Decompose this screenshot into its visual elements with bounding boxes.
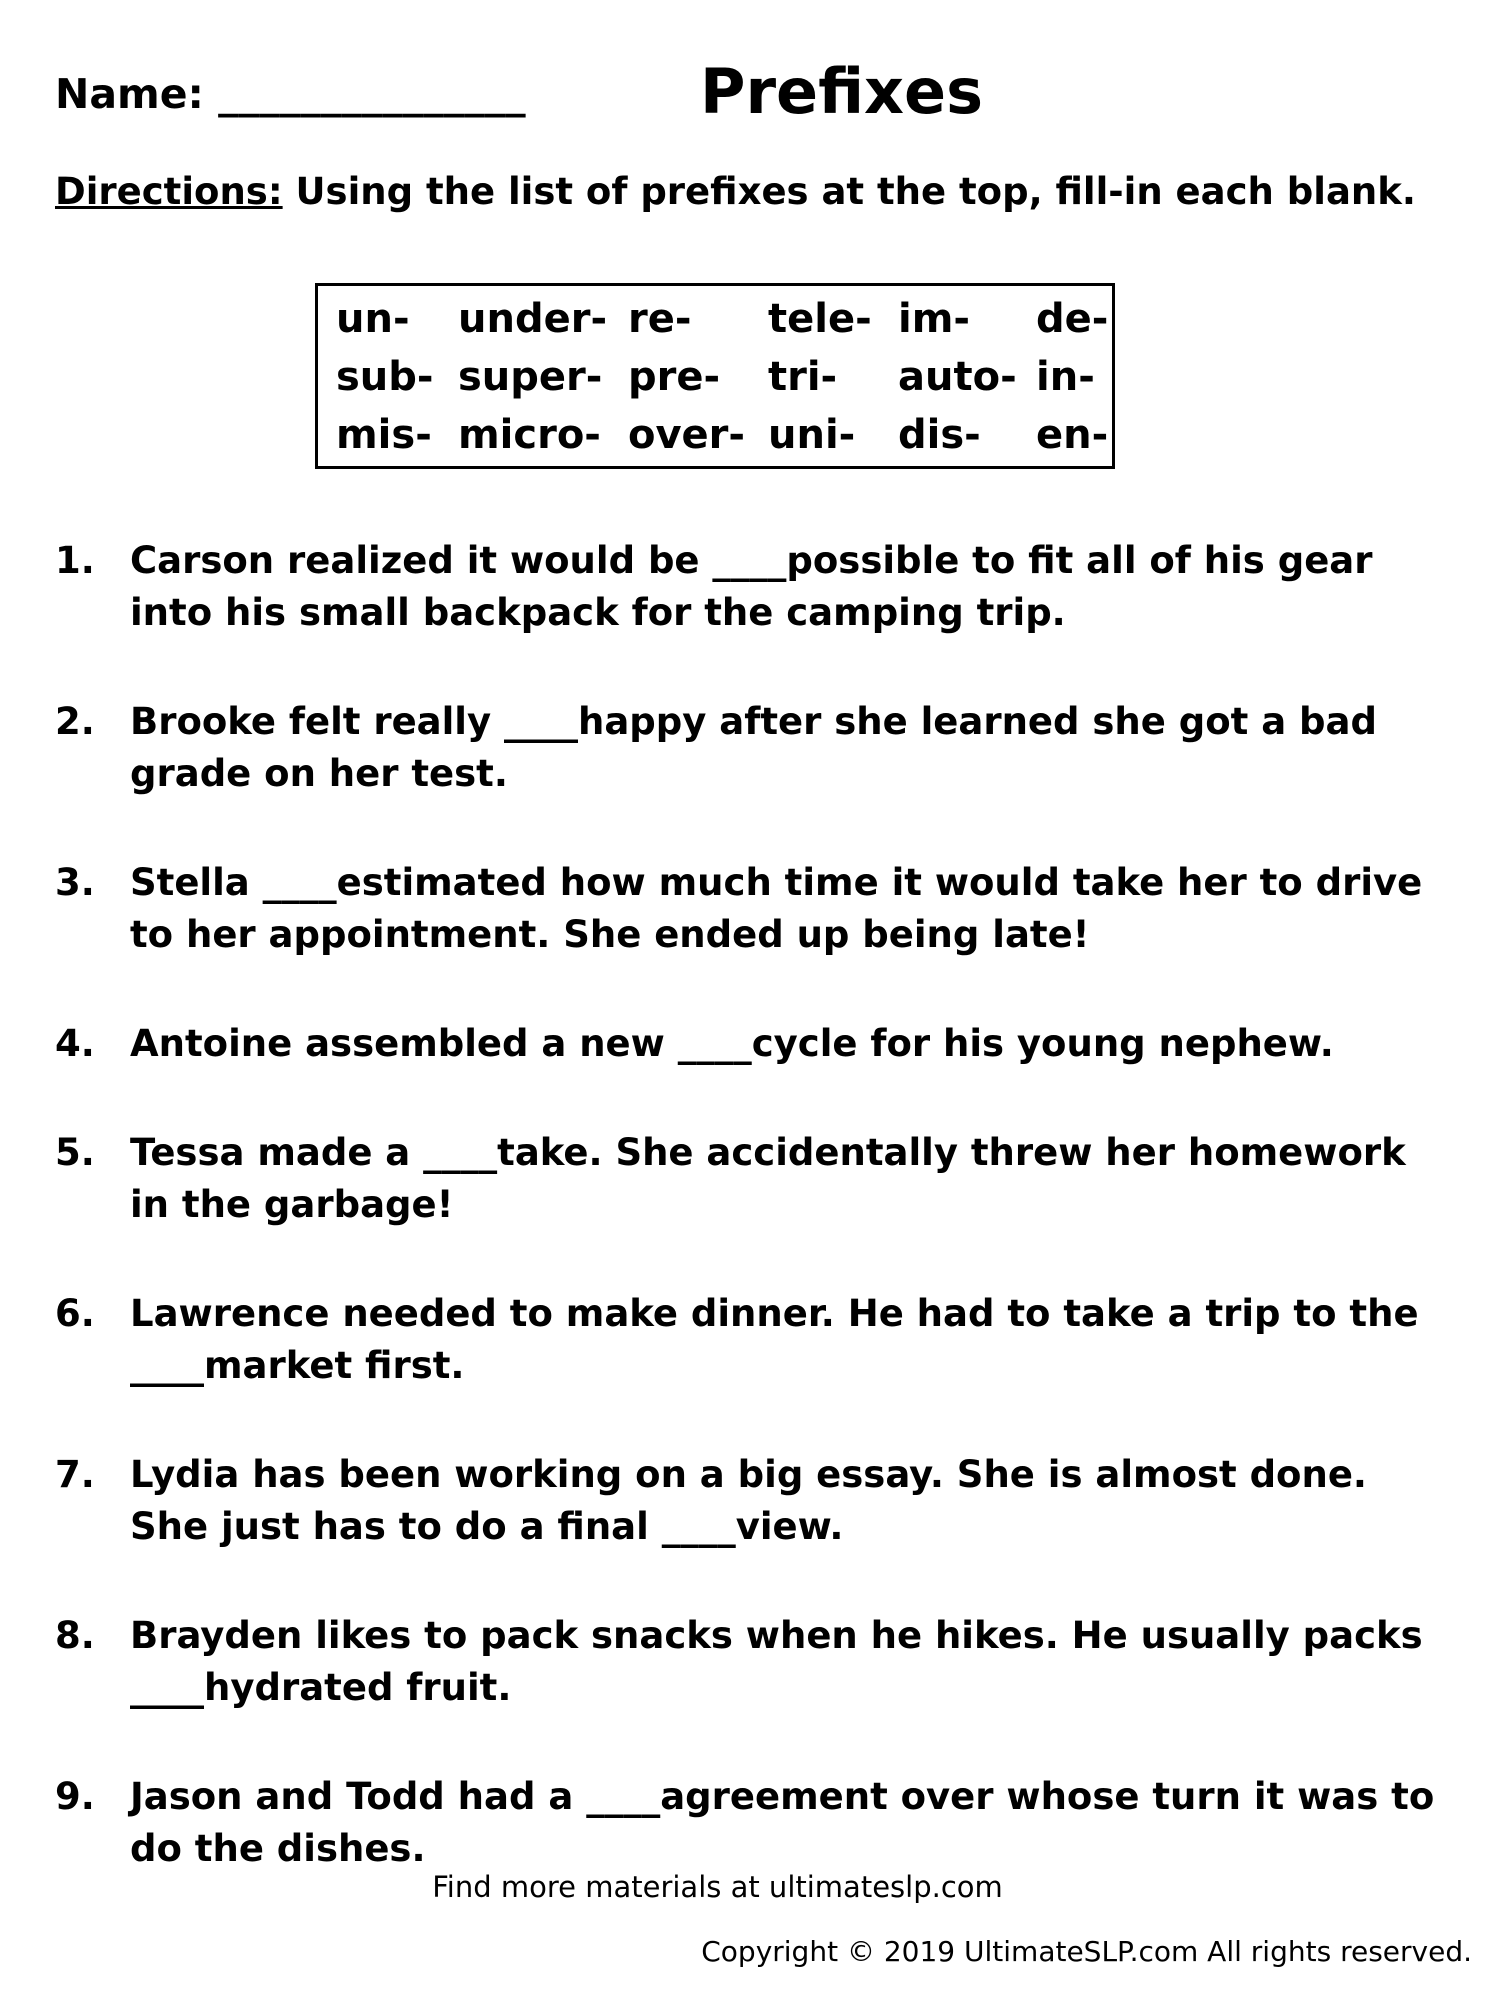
question-number: 8. (55, 1614, 95, 1657)
question-list (55, 535, 1445, 1932)
prefix-item: un- (336, 296, 410, 342)
question-item (55, 857, 1445, 961)
question-number: 7. (55, 1453, 95, 1496)
question-item (55, 1018, 1445, 1070)
copyright-notice: Copyright © 2019 UltimateSLP.com All rights reserved. (701, 1935, 1472, 1968)
name-field-label: Name: _______________ (55, 70, 526, 118)
question-text: Lawrence needed to make dinner. He had to take a trip to the ____market first. (130, 1292, 1419, 1387)
question-number: 4. (55, 1022, 95, 1065)
prefix-item: mis- (336, 412, 432, 458)
question-text: Stella ____estimated how much time it would take her to drive to her appointment. She ended up being late! (130, 861, 1423, 956)
prefix-item: super- (458, 354, 603, 400)
question-number: 6. (55, 1292, 95, 1335)
question-item (55, 1771, 1445, 1875)
question-text: Brayden likes to pack snacks when he hikes. He usually packs ____hydrated fruit. (130, 1614, 1423, 1709)
question-item (55, 535, 1445, 639)
prefix-word-bank (315, 283, 1115, 469)
prefix-item: micro- (458, 412, 601, 458)
directions (55, 170, 1416, 213)
question-item (55, 1127, 1445, 1231)
prefix-item: tele- (768, 296, 872, 342)
directions-label: Directions: (55, 170, 283, 213)
directions-text: Using the list of prefixes at the top, fill-in each blank. (282, 170, 1416, 213)
prefix-grid (336, 296, 1109, 470)
question-item (55, 1610, 1445, 1714)
question-number: 1. (55, 539, 95, 582)
prefix-item: over- (628, 412, 746, 458)
question-text: Antoine assembled a new ____cycle for his young nephew. (130, 1022, 1334, 1065)
question-item (55, 1288, 1445, 1392)
prefix-item: dis- (898, 412, 981, 458)
prefix-item: tri- (768, 354, 838, 400)
prefix-item: pre- (628, 354, 721, 400)
question-text: Tessa made a ____take. She accidentally threw her homework in the garbage! (130, 1131, 1406, 1226)
footer-more-materials: Find more materials at ultimateslp.com (432, 1870, 1003, 1904)
prefix-item: de- (1036, 296, 1109, 342)
question-number: 2. (55, 700, 95, 743)
question-number: 5. (55, 1131, 95, 1174)
question-item (55, 1449, 1445, 1553)
prefix-item: uni- (768, 412, 856, 458)
prefix-item: im- (898, 296, 970, 342)
question-item (55, 696, 1445, 800)
question-text: Lydia has been working on a big essay. She is almost done. She just has to do a final ____view. (130, 1453, 1367, 1548)
question-number: 9. (55, 1775, 95, 1818)
prefix-item: re- (628, 296, 692, 342)
question-number: 3. (55, 861, 95, 904)
prefix-item: sub- (336, 354, 434, 400)
page-title: Prefixes (700, 55, 983, 128)
prefix-item: in- (1036, 354, 1095, 400)
question-text: Carson realized it would be ____possible to fit all of his gear into his small backpack for the camping trip. (130, 539, 1373, 634)
question-text: Jason and Todd had a ____agreement over whose turn it was to do the dishes. (130, 1775, 1435, 1870)
prefix-item: under- (458, 296, 608, 342)
question-text: Brooke felt really ____happy after she learned she got a bad grade on her test. (130, 700, 1377, 795)
prefix-item: en- (1036, 412, 1109, 458)
prefix-item: auto- (898, 354, 1017, 400)
